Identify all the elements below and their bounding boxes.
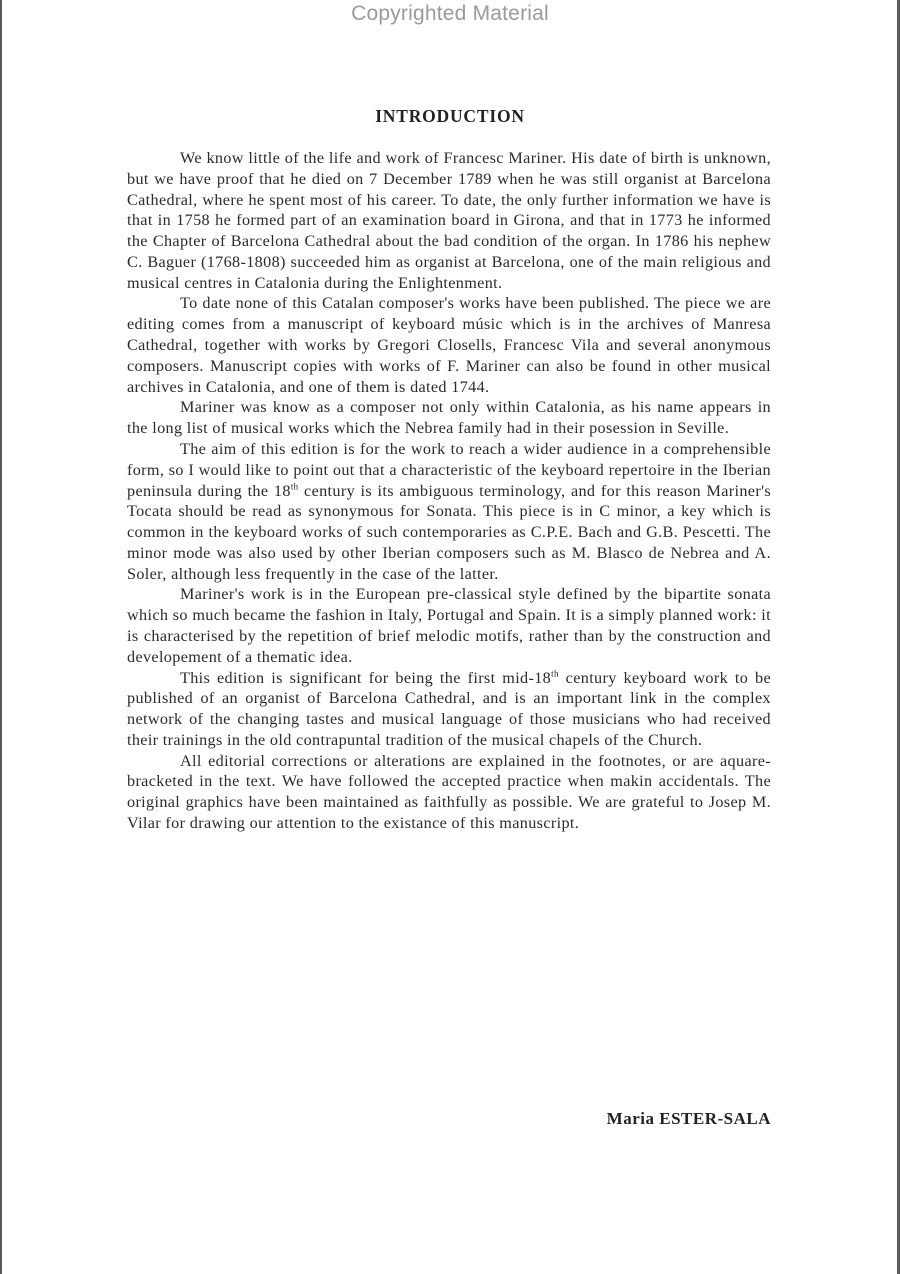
paragraph-6 bbox=[127, 668, 771, 751]
paragraph-4-text-a: The aim of this edition is for the work to reach a wider audience in a comprehensible form, so I would like to point out that a characteristic of the keyboard repertoire in the Iberian peninsula during the 18 bbox=[127, 439, 771, 500]
paragraph-2: To date none of this Catalan composer's works have been published. The piece we are editing comes from a manuscript of keyboard músic which is in the archives of Manresa Cathedral, together with works by Gregori Closells, Francesc Vila and several anonymous composers. Manuscript copies with works of F. Mariner can also be found in other musical archives in Catalonia, and one of them is dated 1744. bbox=[127, 294, 771, 396]
paragraph-3: Mariner was know as a composer not only within Catalonia, as his name appears in the long list of musical works which the Nebrea family had in their posession in Seville. bbox=[127, 398, 771, 438]
page-title: INTRODUCTION bbox=[375, 106, 525, 126]
paragraph-1: We know little of the life and work of Francesc Mariner. His date of birth is unknown, but we have proof that he died on 7 December 1789 when he was still organist at Barcelona Cathedral, where he spent most of his career. To date, the only further information we have is that in 1758 he formed part of an examination board in Girona, and that in 1773 he informed the Chapter of Barcelona Cathedral about the bad condition of the organ. In 1786 his nephew C. Baguer (1768-1808) succeeded him as organist at Barcelona, one of the main religious and musical centres in Catalonia during the Enlightenment. bbox=[127, 149, 771, 292]
copyright-watermark: Copyrighted Material bbox=[351, 2, 549, 25]
author-signature: Maria ESTER-SALA bbox=[606, 1109, 771, 1128]
paragraph-4 bbox=[127, 439, 771, 584]
ordinal-suffix: th bbox=[551, 668, 559, 679]
page-edge-left bbox=[0, 0, 2, 1274]
paragraph-6-text-a: This edition is significant for being the first mid-18 bbox=[180, 668, 552, 687]
paragraph-4-text-b: century is its ambiguous terminology, and for this reason Mariner's Tocata should be read as synonymous for Sonata. This piece is in C minor, a key which is common in the keyboard works of such contemporaries as C.P.E. Bach and G.B. Pescetti. The minor mode was also used by other Iberian composers such as M. Blasco de Nebrea and A. Soler, although less frequently in the case of the latter. bbox=[127, 481, 771, 583]
body-text bbox=[127, 148, 771, 834]
paragraph-5: Mariner's work is in the European pre-classical style defined by the bipartite sonata which so much became the fashion in Italy, Portugal and Spain. It is a simply planned work: it is characterised by the repetition of brief melodic motifs, rather than by the construction and developement of a thematic idea. bbox=[127, 585, 771, 666]
paragraph-6-text-b: century keyboard work to be published of an organist of Barcelona Cathedral, and is an important link in the complex network of the changing tastes and musical language of those musicians who had received their trainings in the old contrapuntal tradition of the musical chapels of the Church. bbox=[127, 668, 771, 749]
ordinal-suffix: th bbox=[290, 481, 299, 492]
paragraph-7: All editorial corrections or alterations are explained in the footnotes, or are aquare-bracketed in the text. We have followed the accepted practice when makin accidentals. The original graphics have been maintained as faithfully as possible. We are grateful to Josep M. Vilar for drawing our attention to the existance of this manuscript. bbox=[127, 751, 771, 832]
